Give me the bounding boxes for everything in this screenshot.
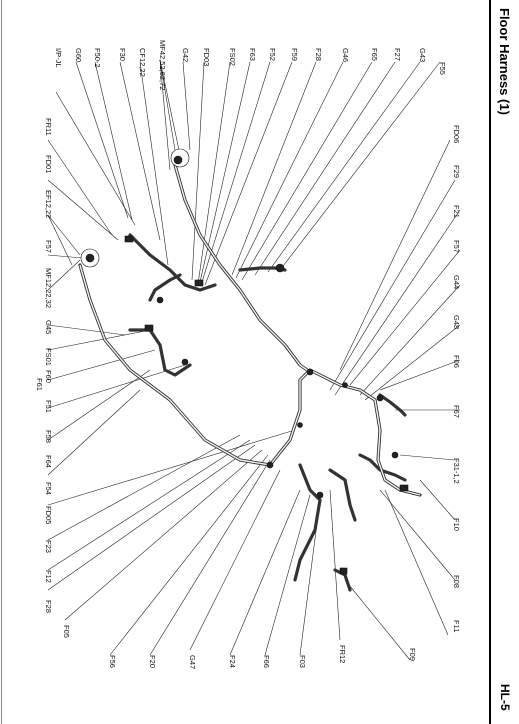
- callout-label: FS02: [228, 48, 237, 66]
- callout-label: F24: [228, 655, 237, 668]
- callout-label: FD01: [44, 155, 53, 174]
- callout-label: F56: [108, 655, 117, 668]
- callout-label: MF12,22,32: [44, 268, 53, 309]
- callout-label: MF42,52,62,72: [158, 40, 167, 91]
- callout-label: F11: [452, 620, 461, 633]
- callout-label: FD03: [202, 48, 211, 67]
- callout-label: FR12: [338, 645, 347, 664]
- callout-label: F54: [44, 482, 53, 495]
- callout-label: F08: [452, 575, 461, 588]
- callout-label: F23: [44, 540, 53, 553]
- callout-label: F10: [452, 518, 461, 531]
- callout-label: EF12,22: [44, 190, 53, 219]
- leader-lines: [48, 60, 460, 660]
- callout-label: F28: [314, 48, 323, 61]
- callout-label: F67: [452, 405, 461, 418]
- callout-label: F27: [393, 48, 402, 61]
- callout-label: G48: [452, 315, 461, 330]
- callout-label: F03: [298, 655, 307, 668]
- callout-label: F63: [248, 48, 257, 61]
- callout-label: G44: [452, 275, 461, 290]
- callout-label: F58: [44, 430, 53, 443]
- callout-label: G47: [188, 655, 197, 670]
- callout-label: G46: [341, 48, 350, 63]
- callout-label: G43: [418, 48, 427, 63]
- callout-label: F28: [44, 600, 53, 613]
- callout-label: I/P-JL: [54, 48, 63, 68]
- callout-label: F60: [44, 370, 53, 383]
- callout-label: FD06: [452, 125, 461, 144]
- callout-label: F12: [44, 570, 53, 583]
- callout-label: G60: [74, 48, 83, 63]
- callout-label: FD05: [44, 506, 53, 525]
- callout-label: F51: [44, 400, 53, 413]
- callout-label: F21: [452, 205, 461, 218]
- callout-label: F06: [452, 355, 461, 368]
- callout-label: FR11: [44, 118, 53, 136]
- page-number: HL-5: [498, 684, 512, 711]
- callout-label: F61: [35, 378, 44, 391]
- callout-label: F57: [452, 240, 461, 253]
- callout-label: F52: [268, 48, 277, 61]
- callout-label: FS01: [44, 348, 53, 366]
- callout-label: G42: [181, 48, 190, 63]
- callout-label: F57: [44, 240, 53, 253]
- callout-label: F65: [370, 48, 379, 61]
- callout-label: F30: [118, 48, 127, 61]
- page-title: Floor Harness (1): [497, 8, 512, 115]
- callout-label: F50-2: [93, 48, 102, 68]
- callout-label: F31-1,2: [452, 458, 461, 484]
- callout-label: F59: [290, 48, 299, 61]
- callout-label: F66: [262, 655, 271, 668]
- callout-label: F05: [62, 625, 71, 638]
- callout-label: F55: [438, 62, 447, 75]
- callout-label: F64: [44, 455, 53, 468]
- callout-label: F20: [148, 655, 157, 668]
- callout-label: CF12,22: [138, 48, 147, 77]
- callout-label: F09: [408, 648, 417, 661]
- callout-label: F29: [452, 165, 461, 178]
- callout-label: G45: [44, 320, 53, 335]
